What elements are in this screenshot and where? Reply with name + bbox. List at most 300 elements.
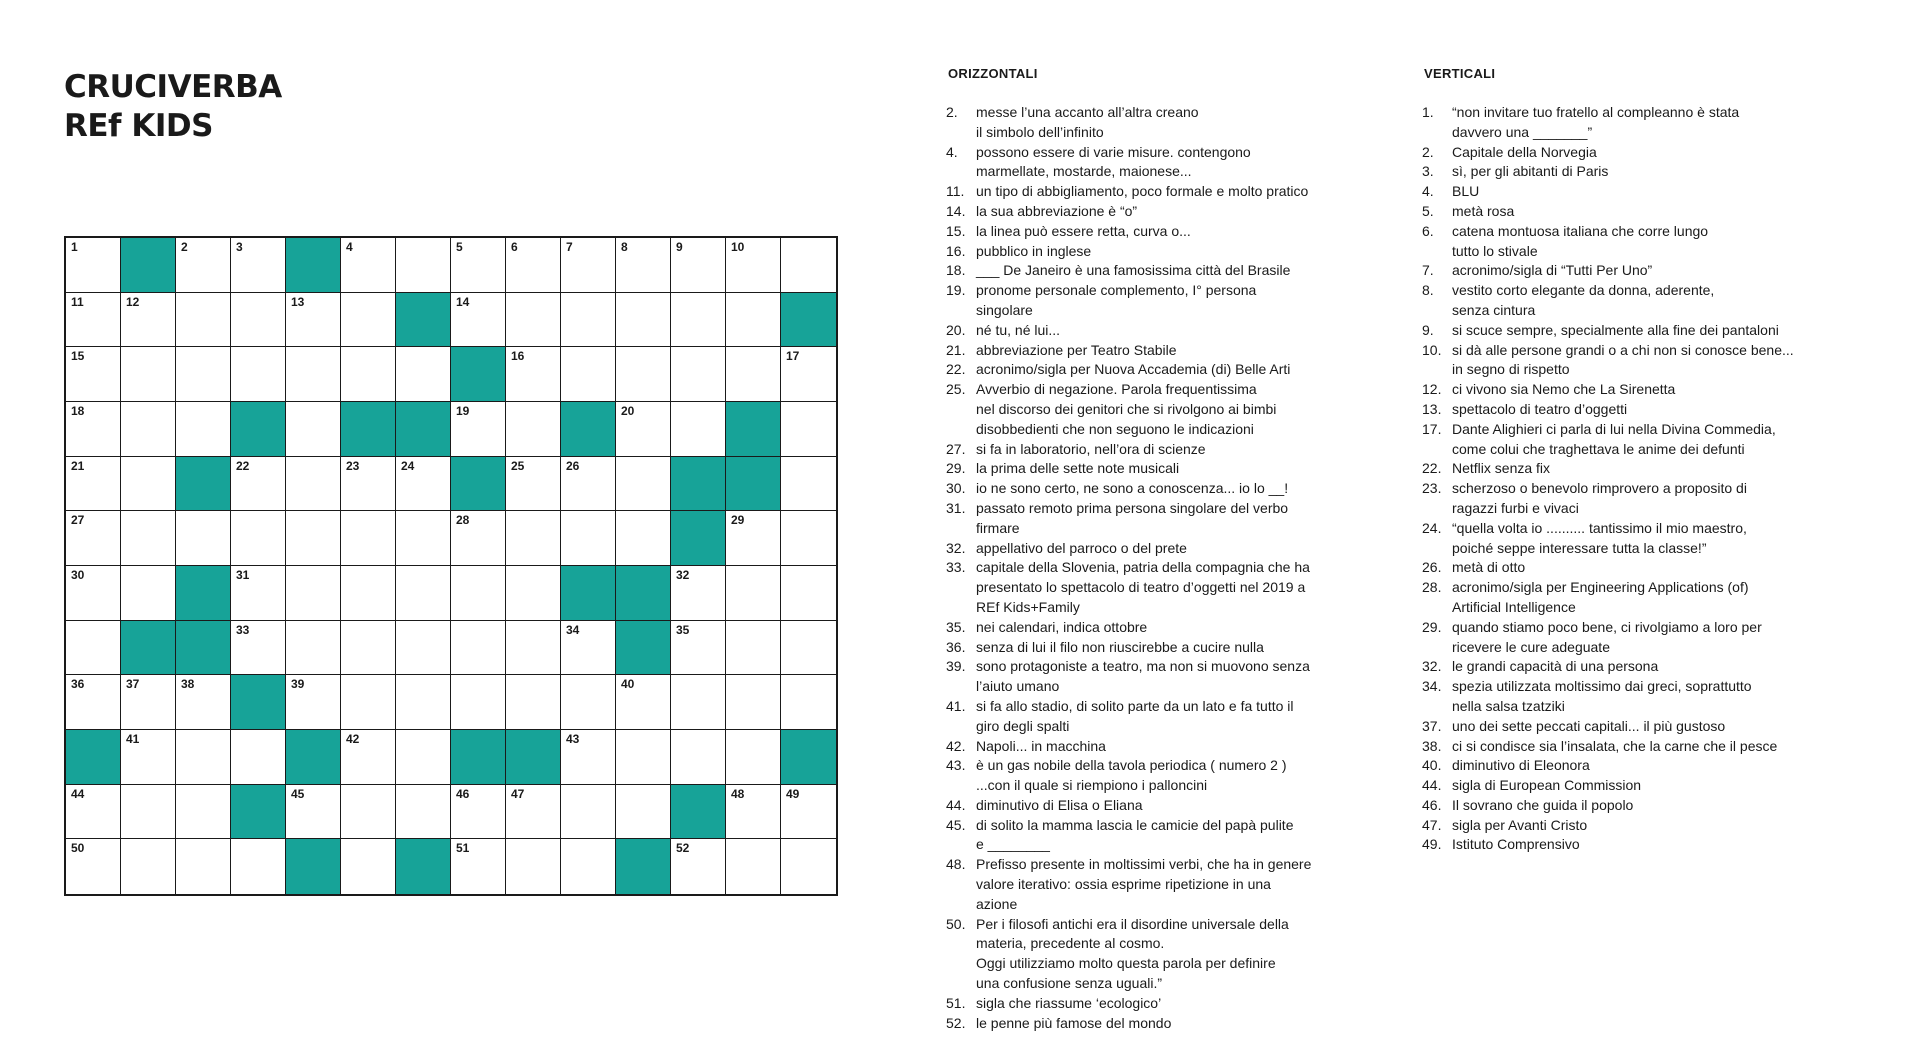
down-clue [1422,341,1882,381]
page-title [64,68,282,146]
grid-block-cell [506,730,561,785]
grid-block-cell [231,675,286,730]
cell-number: 28 [456,513,470,528]
grid-cell[interactable] [781,511,836,566]
across-clue [946,242,1396,262]
grid-cell[interactable] [66,238,121,293]
crossword-grid [64,236,838,896]
grid-cell[interactable] [286,293,341,348]
clue-text: metà rosa [1452,202,1515,219]
grid-cell[interactable] [726,566,781,621]
clue-number: 21. [946,341,966,358]
cell-number: 46 [456,786,470,801]
cell-number: 4 [346,240,353,254]
grid-cell[interactable] [121,675,176,730]
down-clue [1422,835,1882,855]
grid-cell[interactable] [286,457,341,512]
grid-block-cell [231,785,286,840]
across-clue [946,915,1396,994]
grid-block-cell [396,839,451,894]
across-clue [946,855,1396,914]
cell-number: 33 [236,622,250,637]
down-clue [1422,222,1882,262]
grid-cell[interactable] [396,457,451,512]
grid-cell[interactable] [781,675,836,730]
grid-cell[interactable] [671,347,726,402]
across-clue [946,737,1396,757]
cell-number: 9 [676,240,683,254]
grid-cell[interactable] [396,675,451,730]
grid-cell[interactable] [561,457,616,512]
grid-cell[interactable] [616,457,671,512]
grid-cell[interactable] [726,839,781,894]
grid-cell[interactable] [176,675,231,730]
clue-text: acronimo/sigla per Engineering Applications (of) Artificial Intelligence [1452,579,1749,615]
grid-cell[interactable] [616,511,671,566]
grid-cell[interactable] [66,839,121,894]
grid-cell[interactable] [671,839,726,894]
grid-cell[interactable] [231,566,286,621]
grid-block-cell [451,347,506,402]
grid-cell[interactable] [121,457,176,512]
grid-cell[interactable] [396,347,451,402]
cell-number: 6 [511,240,518,254]
grid-cell[interactable] [396,511,451,566]
grid-block-cell [176,457,231,512]
grid-cell[interactable] [616,293,671,348]
grid-cell[interactable] [176,402,231,457]
clue-number: 1. [1422,104,1434,120]
clue-number: 36. [946,638,966,655]
cell-number: 1 [71,240,78,254]
cell-number: 16 [511,349,525,364]
grid-cell[interactable] [506,621,561,676]
grid-cell[interactable] [781,457,836,512]
clue-text: si fa allo stadio, di solito parte da un lato e fa tutto il giro degli spalti [976,697,1294,734]
cell-number: 21 [71,458,85,473]
clue-text: Prefisso presente in moltissimi verbi, che ha in genere valore iterativo: ossia esprime ripetizione in una azione [976,856,1312,912]
cell-number: 29 [731,513,745,528]
grid-cell[interactable] [121,293,176,348]
across-clue [946,103,1396,143]
clue-number: 30. [946,480,966,497]
grid-cell[interactable] [561,293,616,348]
grid-cell[interactable] [231,511,286,566]
clue-number: 39. [946,658,966,675]
clue-text: le grandi capacità di una persona [1452,658,1659,675]
grid-cell[interactable] [176,293,231,348]
grid-cell[interactable] [66,675,121,730]
clue-number: 46. [1422,796,1442,813]
grid-cell[interactable] [726,621,781,676]
grid-cell[interactable] [506,675,561,730]
grid-cell[interactable] [341,347,396,402]
grid-cell[interactable] [671,566,726,621]
grid-cell[interactable] [506,457,561,512]
grid-cell[interactable] [341,621,396,676]
grid-cell[interactable] [176,238,231,293]
clue-text: è un gas nobile della tavola periodica ( numero 2 ) ...con il quale si riempiono i palloncini [976,757,1287,794]
grid-cell[interactable] [176,730,231,785]
across-clue [946,281,1396,321]
grid-cell[interactable] [726,785,781,840]
clue-text: Avverbio di negazione. Parola frequentissima nel discorso dei genitori che si rivolgono ai bimbi disobbedienti che non seguono le indicazioni [976,381,1277,437]
cell-number: 27 [71,513,85,528]
grid-block-cell [451,730,506,785]
across-clue [946,994,1396,1014]
grid-cell[interactable] [341,238,396,293]
grid-cell[interactable] [341,511,396,566]
down-heading: VERTICALI [1424,66,1496,81]
grid-cell[interactable] [561,839,616,894]
across-clue [946,321,1396,341]
down-clue [1422,479,1882,519]
cell-number: 38 [181,677,195,692]
grid-cell[interactable] [341,730,396,785]
across-clue [946,657,1396,697]
grid-cell[interactable] [396,238,451,293]
across-clue [946,380,1396,439]
down-clue [1422,321,1882,341]
grid-cell[interactable] [451,785,506,840]
grid-cell[interactable] [341,675,396,730]
across-clue [946,360,1396,380]
clue-text: quando stiamo poco bene, ci rivolgiamo a loro per ricevere le cure adeguate [1452,618,1762,655]
across-clue [946,697,1396,737]
clue-number: 37. [1422,717,1442,734]
grid-cell[interactable] [396,621,451,676]
grid-cell[interactable] [616,785,671,840]
cell-number: 2 [181,240,188,254]
clue-text: ci vivono sia Nemo che La Sirenetta [1452,381,1676,398]
cell-number: 3 [236,240,243,254]
grid-cell[interactable] [286,785,341,840]
grid-cell[interactable] [121,839,176,894]
clue-text: uno dei sette peccati capitali... il più gustoso [1452,717,1726,734]
clue-text: le penne più famose del mondo [976,1014,1172,1031]
cell-number: 31 [236,568,250,582]
grid-block-cell [176,621,231,676]
grid-cell[interactable] [121,730,176,785]
down-clue [1422,737,1882,757]
clue-number: 26. [1422,559,1442,576]
grid-block-cell [726,402,781,457]
down-clue [1422,202,1882,222]
grid-cell[interactable] [561,675,616,730]
down-clue-list [1422,103,1882,855]
grid-cell[interactable] [396,730,451,785]
grid-cell[interactable] [726,347,781,402]
grid-cell[interactable] [451,402,506,457]
across-clue [946,1014,1396,1034]
grid-block-cell [176,566,231,621]
down-clue [1422,776,1882,796]
clue-number: 50. [946,915,966,932]
clue-text: Capitale della Norvegia [1452,143,1597,160]
grid-cell[interactable] [671,293,726,348]
grid-cell[interactable] [231,293,286,348]
across-clue [946,479,1396,499]
grid-cell[interactable] [121,402,176,457]
clue-number: 47. [1422,816,1442,833]
grid-cell[interactable] [341,293,396,348]
grid-block-cell [671,785,726,840]
clue-text: catena montuosa italiana che corre lungo tutto lo stivale [1452,222,1709,259]
clue-text: senza di lui il filo non riuscirebbe a cucire nulla [976,638,1264,655]
down-clue [1422,558,1882,578]
grid-cell[interactable] [781,621,836,676]
grid-cell[interactable] [506,785,561,840]
grid-cell[interactable] [671,238,726,293]
grid-cell[interactable] [451,511,506,566]
grid-cell[interactable] [176,839,231,894]
grid-block-cell [671,511,726,566]
clue-number: 45. [946,816,966,833]
grid-cell[interactable] [451,621,506,676]
down-clue [1422,182,1882,202]
grid-cell[interactable] [121,511,176,566]
grid-cell[interactable] [286,511,341,566]
grid-cell[interactable] [341,566,396,621]
grid-cell[interactable] [66,566,121,621]
grid-cell[interactable] [616,238,671,293]
down-clue [1422,143,1882,163]
grid-cell[interactable] [231,730,286,785]
grid-block-cell [231,402,286,457]
cell-number: 32 [676,568,690,582]
grid-cell[interactable] [451,566,506,621]
clue-number: 22. [946,361,966,378]
clue-number: 7. [1422,262,1434,279]
grid-block-cell [66,730,121,785]
title-line-1: CRUCIVERBA [64,69,282,105]
grid-cell[interactable] [561,511,616,566]
cell-number: 5 [456,240,463,254]
grid-cell[interactable] [121,566,176,621]
grid-cell[interactable] [561,347,616,402]
cell-number: 18 [71,404,85,418]
cell-number: 10 [731,240,745,254]
down-clue [1422,677,1882,717]
grid-cell[interactable] [231,839,286,894]
grid-cell[interactable] [616,675,671,730]
grid-cell[interactable] [506,839,561,894]
down-clue [1422,162,1882,182]
cell-number: 43 [566,732,580,746]
cell-number: 12 [126,294,140,309]
grid-cell[interactable] [506,402,561,457]
grid-cell[interactable] [781,566,836,621]
title-line-2: REf KIDS [64,108,213,144]
grid-cell[interactable] [726,675,781,730]
grid-cell[interactable] [671,402,726,457]
clue-number: 40. [1422,757,1442,774]
clue-text: pubblico in inglese [976,242,1092,259]
cell-number: 13 [291,294,305,309]
clue-number: 9. [1422,321,1434,338]
grid-cell[interactable] [726,238,781,293]
grid-cell[interactable] [66,511,121,566]
clue-number: 19. [946,282,966,299]
across-heading: ORIZZONTALI [948,66,1038,81]
clue-number: 48. [946,856,966,873]
grid-cell[interactable] [506,293,561,348]
clue-text: Napoli... in macchina [976,737,1106,754]
grid-cell[interactable] [781,785,836,840]
grid-cell[interactable] [671,621,726,676]
clue-text: Il sovrano che guida il popolo [1452,796,1634,813]
grid-cell[interactable] [561,785,616,840]
clue-number: 12. [1422,381,1442,398]
grid-cell[interactable] [66,347,121,402]
clue-text: BLU [1452,183,1480,200]
grid-cell[interactable] [561,238,616,293]
grid-cell[interactable] [726,293,781,348]
down-clue [1422,281,1882,321]
grid-cell[interactable] [781,402,836,457]
grid-cell[interactable] [341,785,396,840]
across-clue [946,558,1396,617]
grid-cell[interactable] [451,238,506,293]
clue-number: 23. [1422,480,1442,497]
cell-number: 22 [236,458,250,473]
grid-cell[interactable] [506,347,561,402]
clue-text: acronimo/sigla per Nuova Accademia (di) Belle Arti [976,361,1291,378]
grid-cell[interactable] [726,511,781,566]
grid-block-cell [781,293,836,348]
clue-text: sigla per Avanti Cristo [1452,816,1588,833]
grid-block-cell [781,730,836,785]
clue-number: 33. [946,559,966,576]
grid-cell[interactable] [451,675,506,730]
clue-text: sì, per gli abitanti di Paris [1452,163,1609,180]
grid-cell[interactable] [121,347,176,402]
grid-cell[interactable] [66,621,121,676]
grid-cell[interactable] [231,457,286,512]
grid-cell[interactable] [396,566,451,621]
clue-text: pronome personale complemento, I° persona singolare [976,282,1257,318]
across-clue [946,756,1396,796]
across-clue [946,499,1396,539]
grid-cell[interactable] [286,347,341,402]
grid-cell[interactable] [286,566,341,621]
clue-number: 8. [1422,282,1434,299]
across-clue [946,440,1396,460]
grid-cell[interactable] [781,839,836,894]
clue-number: 38. [1422,737,1442,754]
cell-number: 36 [71,677,85,692]
across-clue [946,796,1396,816]
clue-text: appellativo del parroco o del prete [976,539,1187,556]
across-clue [946,539,1396,559]
clue-number: 15. [946,222,966,239]
down-clue [1422,380,1882,400]
clue-number: 2. [1422,143,1434,160]
clue-number: 22. [1422,460,1442,477]
across-clue [946,459,1396,479]
clue-text: la sua abbreviazione è “o” [976,202,1138,219]
grid-cell[interactable] [341,839,396,894]
clue-number: 14. [946,202,966,219]
grid-cell[interactable] [451,293,506,348]
cell-number: 40 [621,677,635,692]
down-clue [1422,717,1882,737]
grid-cell[interactable] [66,402,121,457]
grid-cell[interactable] [451,839,506,894]
grid-cell[interactable] [616,730,671,785]
grid-cell[interactable] [176,511,231,566]
cell-number: 23 [346,458,360,473]
grid-cell[interactable] [231,238,286,293]
grid-cell[interactable] [286,621,341,676]
clue-text: né tu, né lui... [976,321,1061,338]
clue-text: spezia utilizzata moltissimo dai greci, soprattutto nella salsa tzatziki [1452,678,1752,714]
grid-cell[interactable] [231,621,286,676]
grid-cell[interactable] [616,347,671,402]
clue-text: ___ De Janeiro è una famosissima città del Brasile [976,262,1291,279]
clue-number: 42. [946,737,966,754]
clue-number: 13. [1422,400,1442,417]
down-clue [1422,400,1882,420]
grid-cell[interactable] [341,457,396,512]
grid-cell[interactable] [396,785,451,840]
clue-number: 17. [1422,420,1442,437]
grid-cell[interactable] [561,730,616,785]
clue-text: metà di otto [1452,559,1526,576]
clue-text: scherzoso o benevolo rimprovero a proposito di ragazzi furbi e vivaci [1452,480,1747,516]
grid-cell[interactable] [726,730,781,785]
grid-block-cell [671,457,726,512]
cell-number: 44 [71,786,85,801]
cell-number: 14 [456,294,470,309]
grid-cell[interactable] [616,402,671,457]
grid-cell[interactable] [66,293,121,348]
clue-number: 5. [1422,202,1434,219]
grid-cell[interactable] [671,730,726,785]
cell-number: 24 [401,458,415,473]
grid-cell[interactable] [231,347,286,402]
down-clue [1422,578,1882,618]
clue-number: 25. [946,381,966,398]
grid-cell[interactable] [781,347,836,402]
grid-block-cell [616,621,671,676]
cell-number: 50 [71,841,85,856]
grid-cell[interactable] [121,785,176,840]
grid-cell[interactable] [781,238,836,293]
clue-number: 20. [946,321,966,338]
grid-cell[interactable] [286,675,341,730]
grid-cell[interactable] [66,457,121,512]
grid-cell[interactable] [506,511,561,566]
clue-text: si fa in laboratorio, nell’ora di scienze [976,440,1206,457]
grid-cell[interactable] [561,621,616,676]
cell-number: 41 [126,732,140,746]
cell-number: 15 [71,349,85,364]
grid-cell[interactable] [66,785,121,840]
across-clue [946,202,1396,222]
grid-cell[interactable] [176,785,231,840]
grid-cell[interactable] [506,566,561,621]
grid-cell[interactable] [286,402,341,457]
clue-number: 24. [1422,519,1442,536]
clue-number: 44. [946,796,966,813]
grid-cell[interactable] [506,238,561,293]
grid-cell[interactable] [176,347,231,402]
clue-text: sono protagoniste a teatro, ma non si muovono senza l’aiuto umano [976,658,1310,695]
clue-number: 3. [1422,163,1434,180]
clue-number: 49. [1422,836,1442,853]
grid-cell[interactable] [671,675,726,730]
